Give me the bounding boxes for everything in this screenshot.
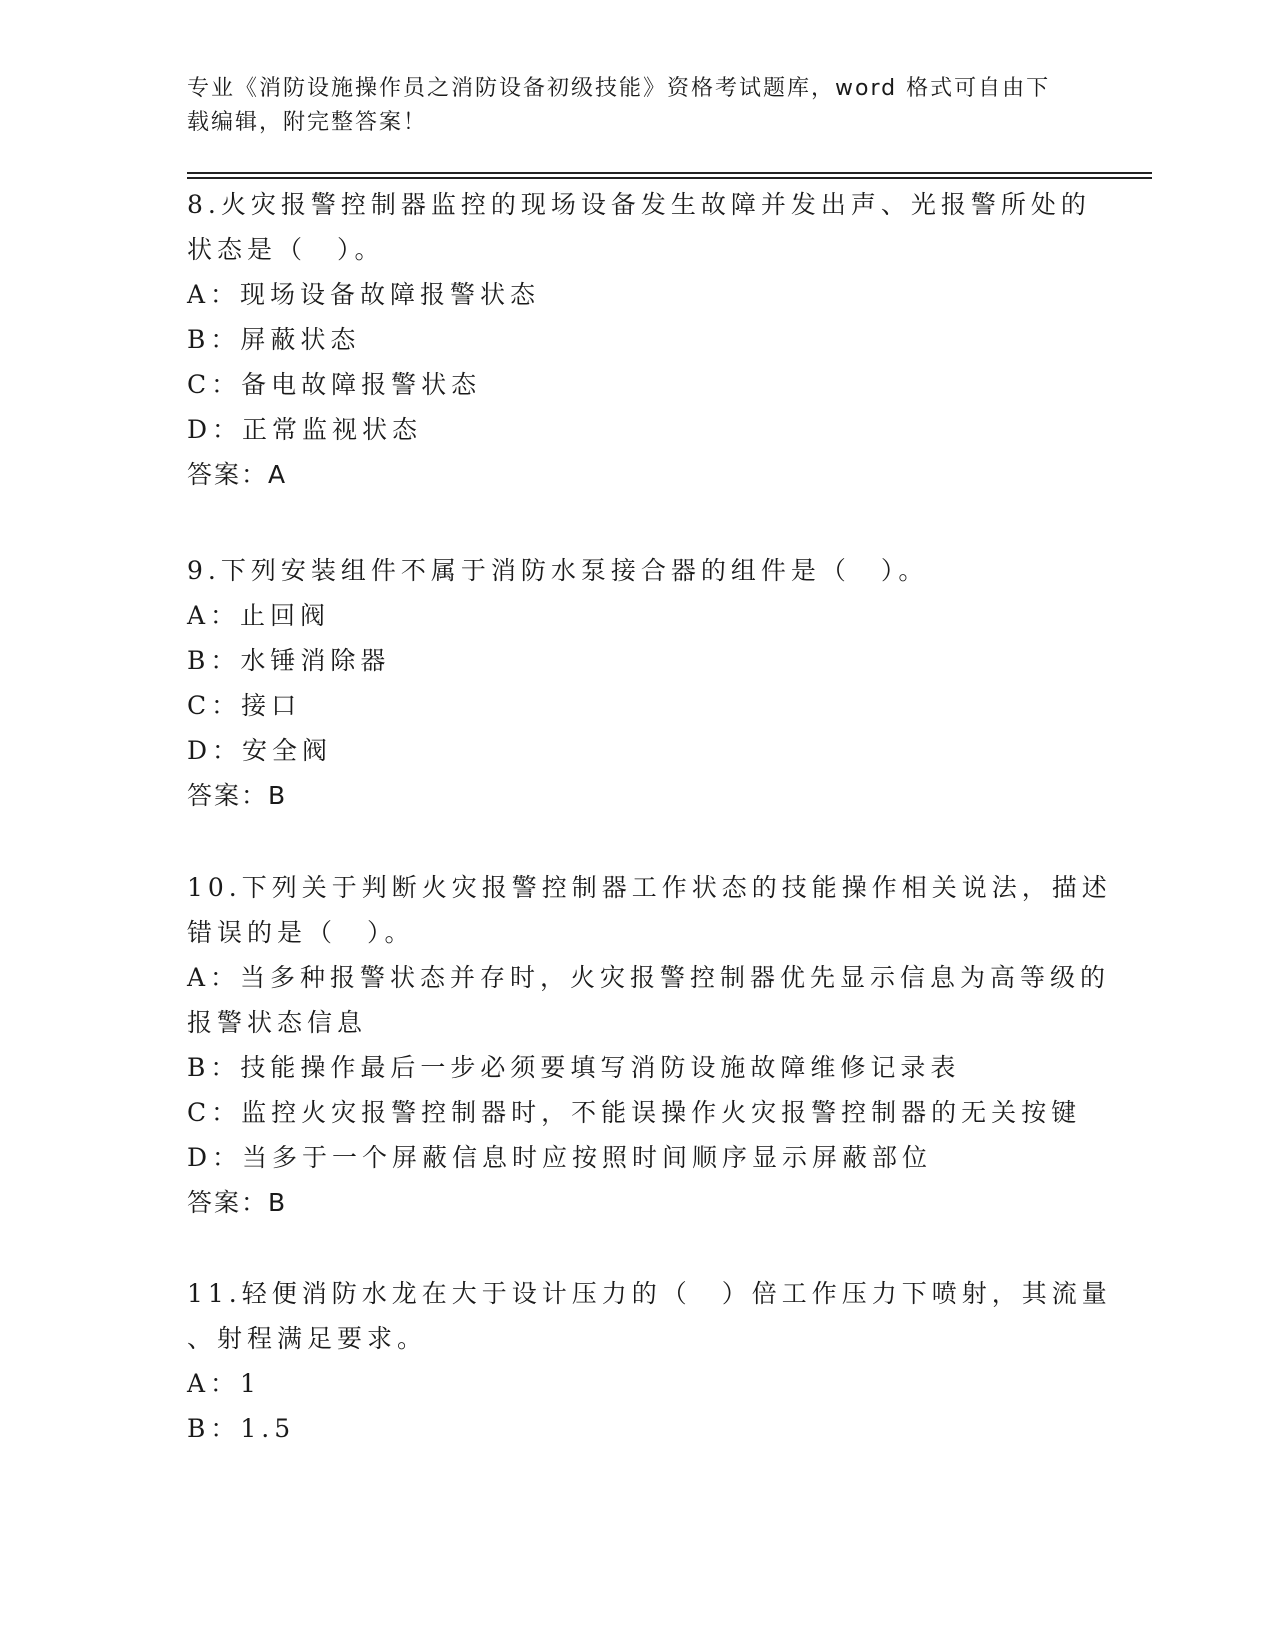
question-8 xyxy=(187,182,1091,497)
document-header xyxy=(187,72,1067,140)
option-a: A：当多种报警状态并存时，火灾报警控制器优先显示信息为高等级的 xyxy=(187,963,1111,992)
question-11 xyxy=(187,1271,1112,1451)
option-a: A：现场设备故障报警状态 xyxy=(187,280,541,309)
answer: 答案：B xyxy=(187,1188,288,1217)
question-stem: 错误的是（ ）。 xyxy=(187,918,415,947)
option-d: D：当多于一个屏蔽信息时应按照时间顺序显示屏蔽部位 xyxy=(187,1143,933,1172)
answer: 答案：A xyxy=(187,460,288,489)
header-divider-bottom xyxy=(187,177,1152,179)
question-10 xyxy=(187,865,1112,1225)
option-c: C：监控火灾报警控制器时，不能误操作火灾报警控制器的无关按键 xyxy=(187,1098,1082,1127)
option-c: C：接口 xyxy=(187,691,302,720)
question-stem: 、射程满足要求。 xyxy=(187,1324,428,1353)
question-stem: 状态是（ ）。 xyxy=(187,235,385,264)
option-c: C：备电故障报警状态 xyxy=(187,370,482,399)
question-stem: 9.下列安装组件不属于消防水泵接合器的组件是（ ）。 xyxy=(187,556,929,585)
option-d: D：正常监视状态 xyxy=(187,415,423,444)
option-d: D：安全阀 xyxy=(187,736,333,765)
question-stem: 10.下列关于判断火灾报警控制器工作状态的技能操作相关说法，描述 xyxy=(187,873,1112,902)
question-stem: 11.轻便消防水龙在大于设计压力的（ ）倍工作压力下喷射，其流量 xyxy=(187,1279,1112,1308)
header-line-1: 专业《消防设施操作员之消防设备初级技能》资格考试题库，word 格式可自由下 xyxy=(187,76,1051,101)
header-divider-top xyxy=(187,172,1152,174)
option-b: B：1.5 xyxy=(187,1414,296,1443)
option-b: B：技能操作最后一步必须要填写消防设施故障维修记录表 xyxy=(187,1053,961,1082)
option-a-continued: 报警状态信息 xyxy=(187,1008,368,1037)
header-line-2: 载编辑，附完整答案！ xyxy=(187,110,428,135)
question-stem: 8.火灾报警控制器监控的现场设备发生故障并发出声、光报警所处的 xyxy=(187,190,1091,219)
option-b: B：水锤消除器 xyxy=(187,646,391,675)
option-a: A：1 xyxy=(187,1369,261,1398)
question-9 xyxy=(187,548,1077,818)
answer: 答案：B xyxy=(187,781,288,810)
option-b: B：屏蔽状态 xyxy=(187,325,361,354)
option-a: A：止回阀 xyxy=(187,601,331,630)
